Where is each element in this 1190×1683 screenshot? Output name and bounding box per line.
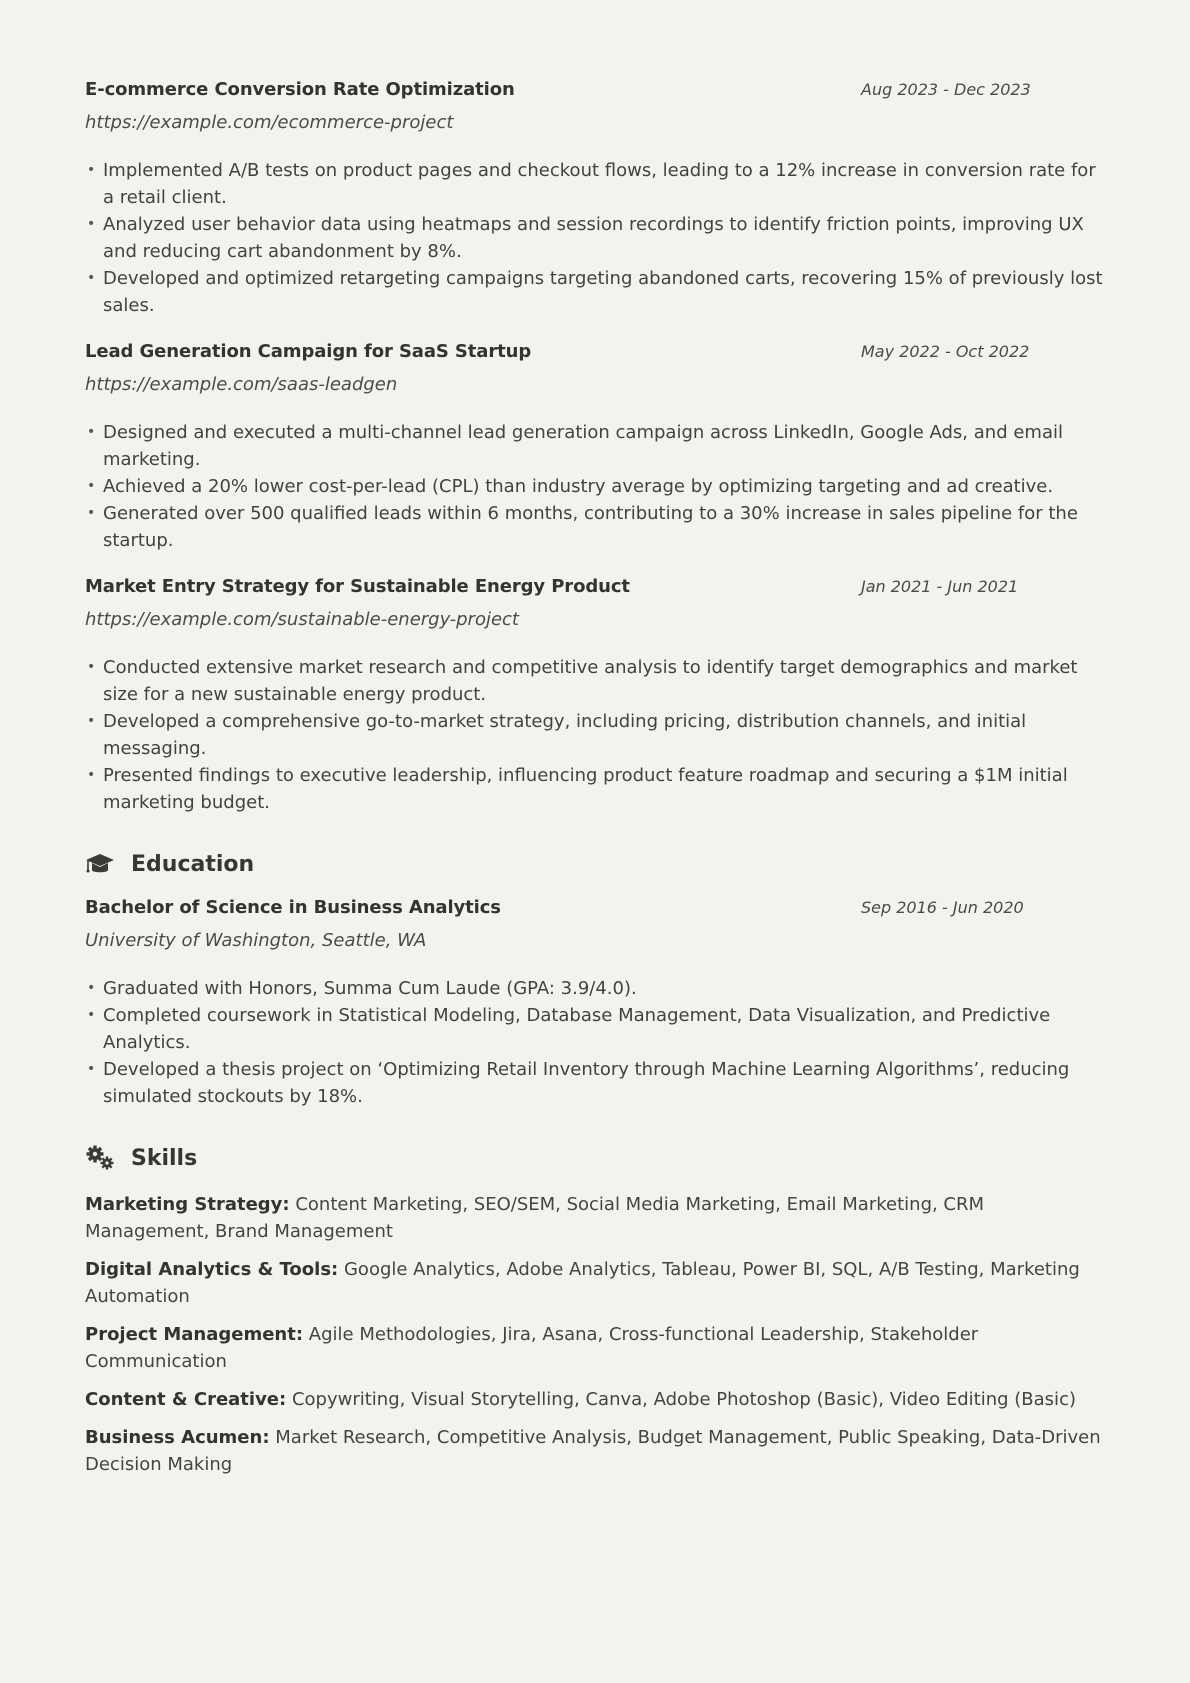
- section-title: Skills: [131, 1145, 198, 1171]
- project-entry: [85, 576, 1106, 816]
- skill-row: [85, 1424, 1106, 1478]
- skill-value: Copywriting, Visual Storytelling, Canva, Adobe Photoshop (Basic), Video Editing (Basic): [291, 1389, 1076, 1410]
- project-title: Lead Generation Campaign for SaaS Startup: [85, 341, 532, 362]
- project-entry: [85, 341, 1106, 554]
- education-entry: [85, 897, 1106, 1110]
- project-date: Jan 2021 - Jun 2021: [861, 577, 1019, 596]
- project-url[interactable]: https://example.com/ecommerce-project: [85, 112, 454, 133]
- bullet-item: • Designed and executed a multi-channel lead generation campaign across LinkedIn, Google Ads, and email marketing.: [85, 419, 1106, 473]
- project-date: Aug 2023 - Dec 2023: [861, 80, 1031, 99]
- skill-label: Digital Analytics & Tools:: [85, 1259, 339, 1280]
- section-heading: [85, 849, 1106, 879]
- skill-value: Content Marketing, SEO/SEM, Social Media Marketing, Email Marketing, CRM Management, Brand Management: [85, 1194, 985, 1242]
- project-header: [85, 576, 1106, 602]
- bullet-item: • Analyzed user behavior data using heatmaps and session recordings to identify friction points, improving UX and reducing cart abandonment by 8%.: [85, 211, 1106, 265]
- project-bullets: [85, 654, 1106, 816]
- education-date: Sep 2016 - Jun 2020: [861, 898, 1024, 917]
- education-bullets: [85, 975, 1106, 1110]
- bullet-item: • Developed and optimized retargeting campaigns targeting abandoned carts, recovering 15% of previously lost sales.: [85, 265, 1106, 319]
- bullet-item: • Presented findings to executive leadership, influencing product feature roadmap and securing a $1M initial marketing budget.: [85, 762, 1106, 816]
- project-date: May 2022 - Oct 2022: [861, 342, 1030, 361]
- skill-row: [85, 1256, 1106, 1310]
- skills-section: [85, 1143, 1106, 1478]
- bullet-item: • Developed a thesis project on ‘Optimizing Retail Inventory through Machine Learning Algorithms’, reducing simulated stockouts by 18%.: [85, 1056, 1106, 1110]
- skill-value: Google Analytics, Adobe Analytics, Tableau, Power BI, SQL, A/B Testing, Marketing Automation: [85, 1259, 1080, 1307]
- section-heading: [85, 1143, 1106, 1173]
- skill-label: Marketing Strategy:: [85, 1194, 290, 1215]
- project-url[interactable]: https://example.com/saas-leadgen: [85, 374, 398, 395]
- skill-label: Business Acumen:: [85, 1427, 270, 1448]
- skill-row: [85, 1386, 1106, 1413]
- project-header: [85, 341, 1106, 367]
- bullet-item: • Developed a comprehensive go-to-market strategy, including pricing, distribution channels, and initial messaging.: [85, 708, 1106, 762]
- gears-icon: [85, 1145, 115, 1171]
- section-title: Education: [131, 851, 255, 877]
- skill-value: Agile Methodologies, Jira, Asana, Cross-functional Leadership, Stakeholder Communication: [85, 1324, 979, 1372]
- skill-label: Project Management:: [85, 1324, 304, 1345]
- project-title: Market Entry Strategy for Sustainable Energy Product: [85, 576, 630, 597]
- skill-value: Market Research, Competitive Analysis, Budget Management, Public Speaking, Data-Driven Decision Making: [85, 1427, 1101, 1475]
- project-bullets: [85, 419, 1106, 554]
- project-header: [85, 79, 1106, 105]
- bullet-item: • Conducted extensive market research and competitive analysis to identify target demographics and market size for a new sustainable energy product.: [85, 654, 1106, 708]
- project-url[interactable]: https://example.com/sustainable-energy-project: [85, 609, 519, 630]
- skill-row: [85, 1191, 1106, 1245]
- project-entry: [85, 79, 1106, 319]
- degree-title: Bachelor of Science in Business Analytics: [85, 897, 501, 918]
- bullet-item: • Implemented A/B tests on product pages and checkout flows, leading to a 12% increase in conversion rate for a retail client.: [85, 157, 1106, 211]
- education-section: [85, 849, 1106, 1110]
- school-name: University of Washington, Seattle, WA: [85, 930, 427, 951]
- bullet-item: • Graduated with Honors, Summa Cum Laude (GPA: 3.9/4.0).: [85, 975, 1106, 1002]
- project-bullets: [85, 157, 1106, 319]
- education-header: [85, 897, 1106, 923]
- skill-row: [85, 1321, 1106, 1375]
- bullet-item: • Completed coursework in Statistical Modeling, Database Management, Data Visualization, and Predictive Analytics.: [85, 1002, 1106, 1056]
- skill-label: Content & Creative:: [85, 1389, 287, 1410]
- bullet-item: • Generated over 500 qualified leads within 6 months, contributing to a 30% increase in sales pipeline for the startup.: [85, 500, 1106, 554]
- bullet-item: • Achieved a 20% lower cost-per-lead (CPL) than industry average by optimizing targeting and ad creative.: [85, 473, 1106, 500]
- graduation-cap-icon: [85, 851, 115, 877]
- projects-section: [85, 0, 1106, 816]
- project-title: E-commerce Conversion Rate Optimization: [85, 79, 515, 100]
